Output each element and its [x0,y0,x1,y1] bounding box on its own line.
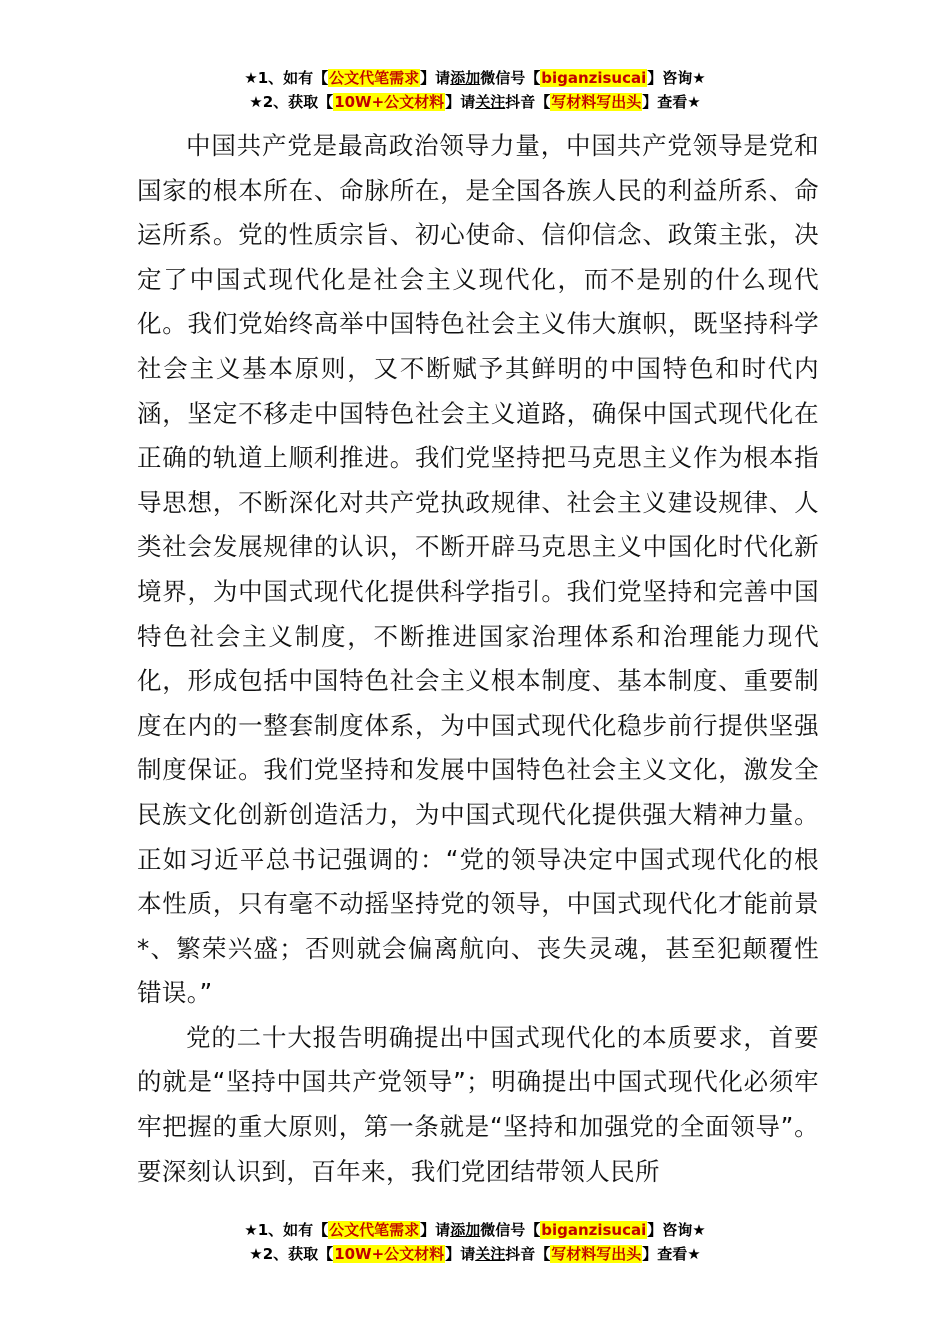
banner-line-2-highlight-douyin: 写材料写出头 [551,93,642,111]
banner-line-2-mid: 】请 [445,93,476,111]
footer-line-2-highlight-materials: 10W+公文材料 [334,1245,445,1263]
banner-line-1-suffix: 】咨询★ [647,69,706,87]
footer-line-2-mid: 】请 [445,1245,476,1263]
footer-line-2-prefix: ★2、获取【 [249,1245,334,1263]
banner-line-1-mid: 】请 [420,69,451,87]
footer-line-1-mid: 】请 [420,1221,451,1239]
banner-line-2-mid-2: 抖音【 [505,93,551,111]
footer-line-2-mid-2: 抖音【 [505,1245,551,1263]
banner-line-1-highlight-service: 公文代笔需求 [329,69,420,87]
footer-line-2-underlined: 关注 [475,1245,506,1263]
footer-line-2 [0,1242,950,1266]
footer-line-1-highlight-wechat: biganzisucai [541,1221,647,1239]
footer-line-2-suffix: 】查看★ [642,1245,701,1263]
banner-line-2 [0,90,950,114]
footer-banner [0,1218,950,1266]
banner-line-1-mid-2: 微信号【 [480,69,541,87]
footer-line-1-highlight-service: 公文代笔需求 [329,1221,420,1239]
banner-line-2-suffix: 】查看★ [642,93,701,111]
banner-line-2-prefix: ★2、获取【 [249,93,334,111]
footer-line-1-prefix: ★1、如有【 [244,1221,329,1239]
banner-line-2-highlight-materials: 10W+公文材料 [334,93,445,111]
banner-line-1 [0,66,950,90]
article-body [137,124,819,1194]
header-banner [0,66,950,114]
banner-line-1-prefix: ★1、如有【 [244,69,329,87]
banner-line-1-underlined: 添加 [450,69,481,87]
footer-line-1-suffix: 】咨询★ [647,1221,706,1239]
article-paragraph-1: 中国共产党是最高政治领导力量，中国共产党领导是党和国家的根本所在、命脉所在，是全国各族人民的利益所系、命运所系。党的性质宗旨、初心使命、信仰信念、政策主张，决定了中国式现代化是社会主义现代化，而不是别的什么现代化。我们党始终高举中国特色社会主义伟大旗帜，既坚持科学社会主义基本原则，又不断赋予其鲜明的中国特色和时代内涵，坚定不移走中国特色社会主义道路，确保中国式现代化在正确的轨道上顺利推进。我们党坚持把马克思主义作为根本指导思想，不断深化对共产党执政规律、社会主义建设规律、人类社会发展规律的认识，不断开辟马克思主义中国化时代化新境界，为中国式现代化提供科学指引。我们党坚持和完善中国特色社会主义制度，不断推进国家治理体系和治理能力现代化，形成包括中国特色社会主义根本制度、基本制度、重要制度在内的一整套制度体系，为中国式现代化稳步前行提供坚强制度保证。我们党坚持和发展中国特色社会主义文化，激发全民族文化创新创造活力，为中国式现代化提供强大精神力量。正如习近平总书记强调的：“党的领导决定中国式现代化的根本性质，只有毫不动摇坚持党的领导，中国式现代化才能前景*、繁荣兴盛；否则就会偏离航向、丧失灵魂，甚至犯颠覆性错误。” [137,131,819,1008]
footer-line-1-mid-2: 微信号【 [480,1221,541,1239]
article-paragraph-2: 党的二十大报告明确提出中国式现代化的本质要求，首要的就是“坚持中国共产党领导”；明确提出中国式现代化必须牢牢把握的重大原则，第一条就是“坚持和加强党的全面领导”。要深刻认识到，百年来，我们党团结带领人民所 [137,1022,819,1186]
banner-line-1-highlight-wechat: biganzisucai [541,69,647,87]
footer-line-1-underlined: 添加 [450,1221,481,1239]
footer-line-1 [0,1218,950,1242]
banner-line-2-underlined: 关注 [475,93,506,111]
footer-line-2-highlight-douyin: 写材料写出头 [551,1245,642,1263]
